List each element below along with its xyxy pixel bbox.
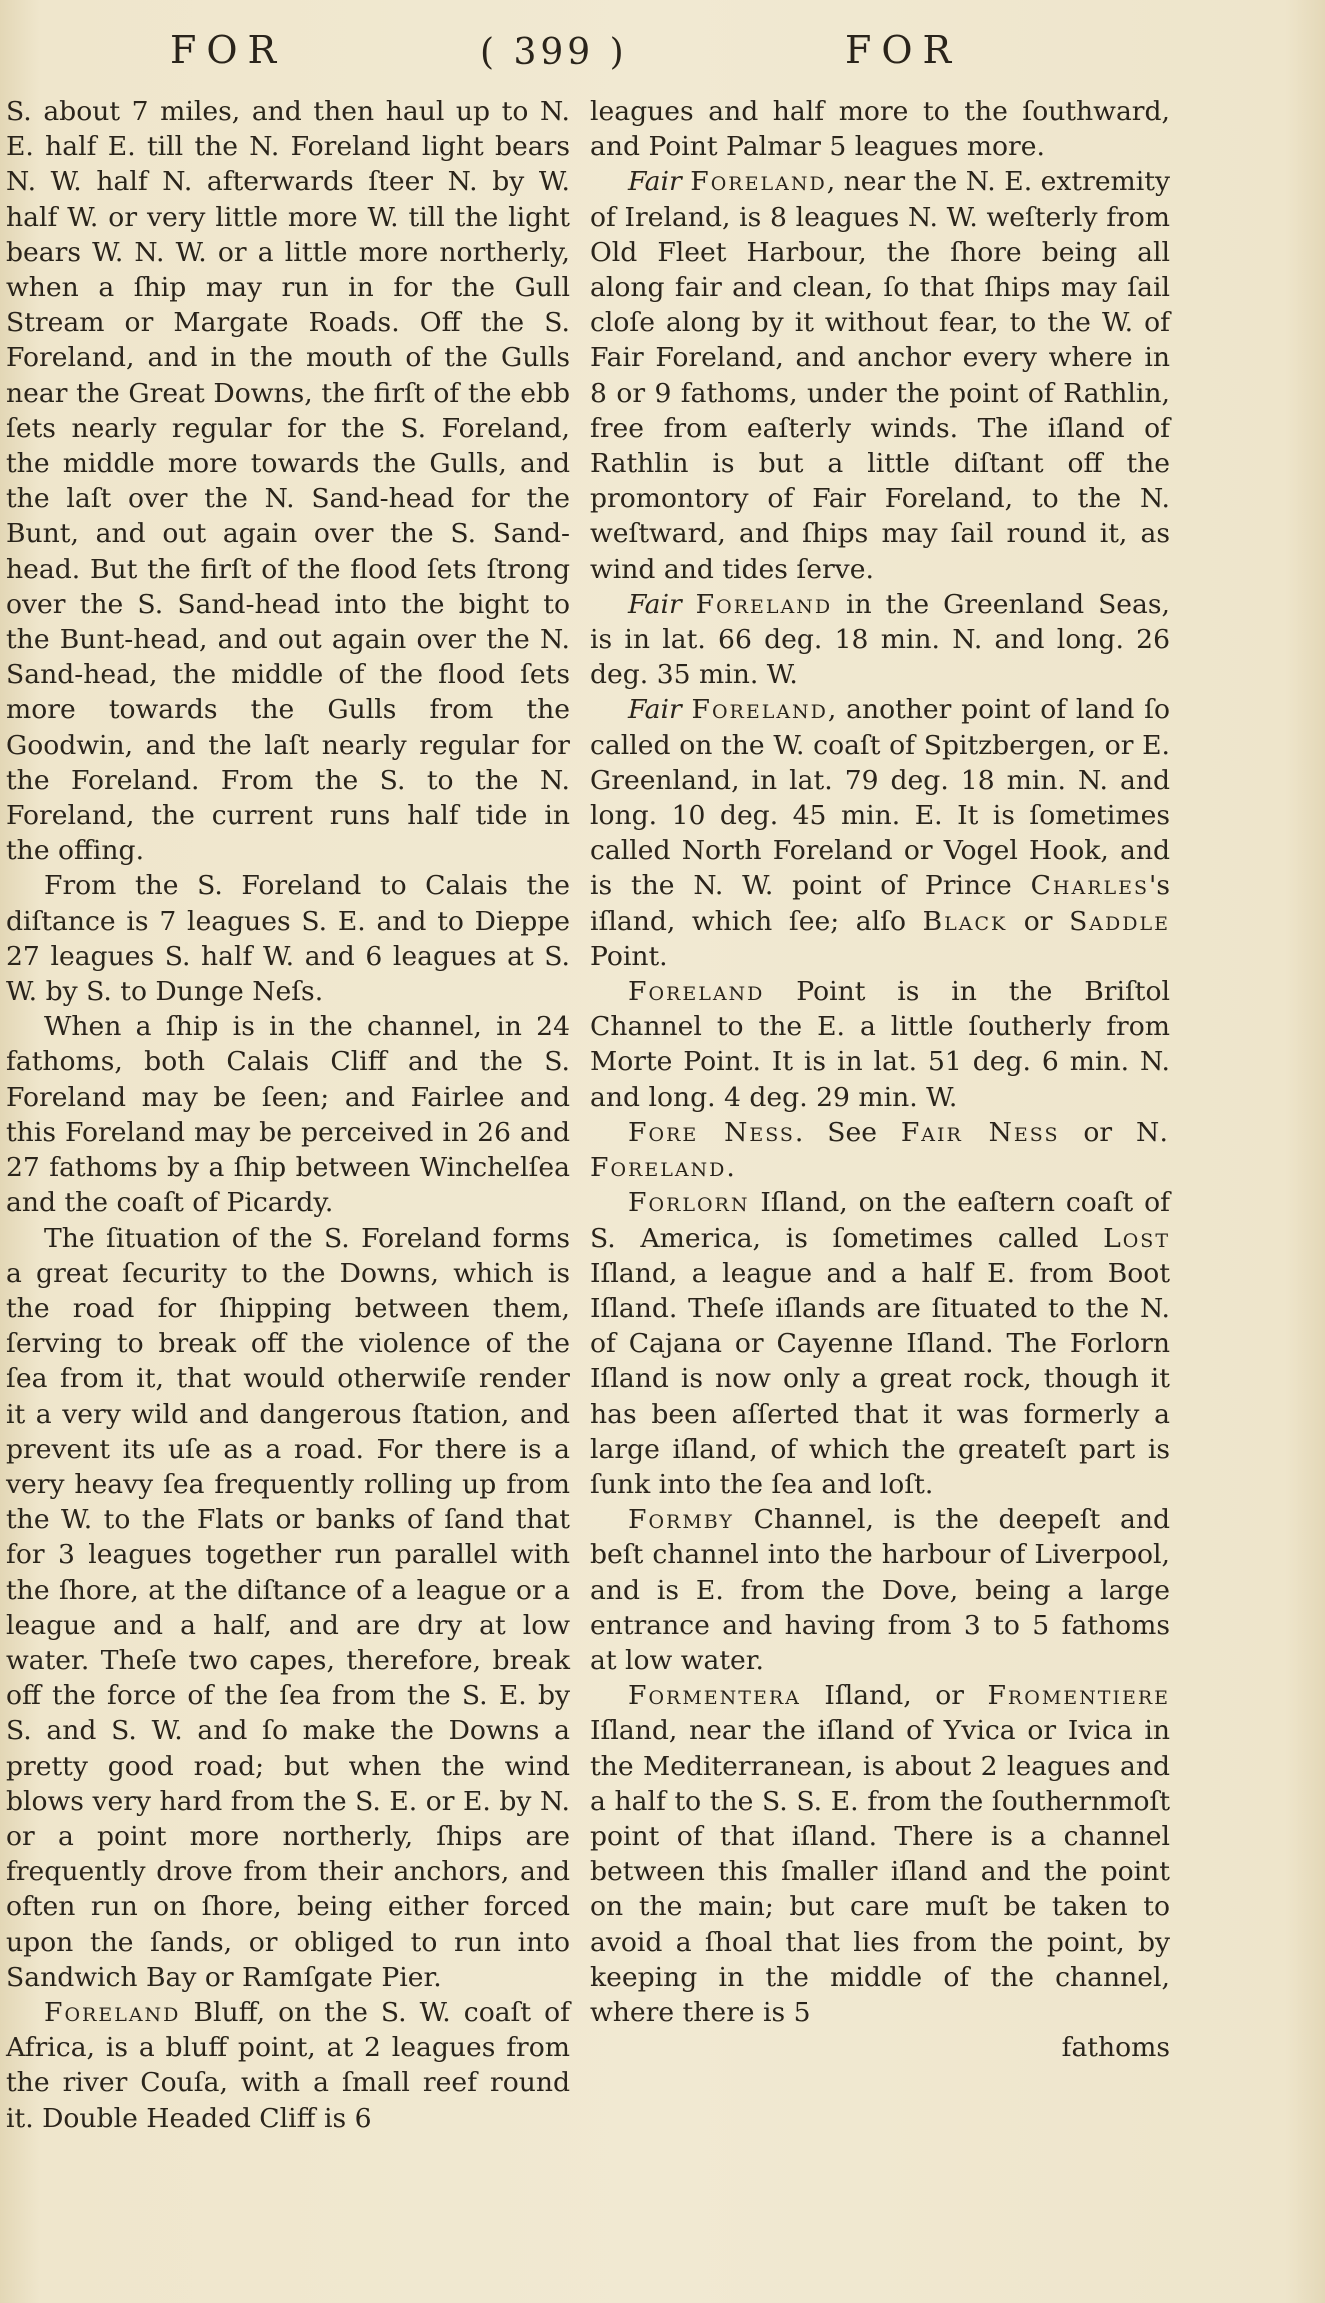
text-run: , another point of land ſo called on the W. coaſt of Spitzbergen, or E. Greenland, in lat. 79 deg. 18 min. N. and long. 10 deg. 45 min. E. It is ſometimes called North Foreland or Vogel Hook, and is the N. W. point of Prince bbox=[590, 694, 1170, 902]
paragraph bbox=[590, 1115, 1170, 1185]
page-number: ( 399 ) bbox=[480, 32, 628, 73]
paragraph bbox=[6, 1009, 570, 1220]
paragraph bbox=[6, 94, 570, 868]
entry-term: Foreland bbox=[628, 976, 765, 1008]
text-run: leagues and half more to the ſouthward, and Point Palmar 5 leagues more. bbox=[590, 96, 1170, 163]
paragraph bbox=[590, 2030, 1170, 2065]
entry-term: Fair bbox=[628, 694, 682, 726]
right-column bbox=[590, 94, 1170, 2065]
text-run: Iſland, a league and a half E. from Boot Iſland. Theſe iſlands are ſituated to the N. of Cajana or Cayenne Iſland. The Forlorn Iſland is now only a great rock, though it has been aſſerted that it was formerly a large iſland, of which the greateſt part is ſunk into the ſea and loſt. bbox=[590, 1257, 1170, 1500]
text-run: . bbox=[726, 1152, 735, 1184]
entry-term: Saddle bbox=[1069, 905, 1170, 937]
paragraph bbox=[590, 587, 1170, 693]
paragraph bbox=[590, 692, 1170, 974]
entry-term: Fore Ness bbox=[628, 1116, 795, 1148]
text-run bbox=[682, 589, 696, 620]
entry-term: Fair Ness bbox=[900, 1116, 1060, 1148]
text-run: S. about 7 miles, and then haul up to N. E. half E. till the N. Foreland light bears N. W. half N. afterwards ſteer N. by W. half W. or very little more W. till the light bears W. N. W. or a little more northerly, when a ſhip may run in for the Gull Stream or Margate Roads. Off the S. Foreland, and in the mouth of the Gulls near the Great Downs, the firſt of the ebb ſets nearly regular for the S. Foreland, the middle more towards the Gulls, and the laſt over the N. Sand-head for the Bunt, and out again over the S. Sand-head. But the firſt of the flood ſets ſtrong over the S. Sand-head into the bight to the Bunt-head, and out again over the N. Sand-head, the middle of the flood ſets more towards the Gulls from the Goodwin, and the laſt nearly regular for the Foreland. From the S. to the N. Foreland, the current runs half tide in the offing. bbox=[6, 96, 570, 867]
entry-term: Fair bbox=[628, 588, 682, 620]
paragraph bbox=[6, 1221, 570, 1995]
entry-term: Formby bbox=[628, 1504, 734, 1536]
paragraph bbox=[590, 974, 1170, 1115]
entry-term: Forlorn bbox=[628, 1187, 750, 1219]
paragraph bbox=[590, 94, 1170, 164]
paragraph bbox=[590, 164, 1170, 586]
text-run: Iſland, near the iſland of Yvica or Ivica in the Mediterranean, is about 2 leagues and a half to the S. S. E. from the ſouthernmoſt point of that iſland. There is a channel between this ſmaller iſland and the point on the main; but care muſt be taken to avoid a ſhoal that lies from the point, by keeping in the middle of the channel, where there is 5 bbox=[590, 1715, 1170, 2028]
text-run: Point. bbox=[590, 940, 668, 972]
paragraph bbox=[590, 1678, 1170, 2030]
entry-term: N. Foreland bbox=[590, 1116, 1171, 1184]
paragraph bbox=[590, 1502, 1170, 1678]
header-right: FOR bbox=[845, 28, 962, 72]
entry-term: Foreland bbox=[695, 588, 833, 620]
text-run: , near the N. E. extremity of Ireland, is 8 leagues N. W. weſterly from Old Fleet Harbour, the ſhore being all along fair and clean, ſo that ſhips may ſail cloſe along by it without fear, to the W. of Fair Foreland, and anchor every where in 8 or 9 fathoms, under the point of Rathlin, free from eaſterly winds. The iſland of Rathlin is but a little diſtant off the promontory of Fair Foreland, to the N. weſtward, and ſhips may ſail round it, as wind and tides ſerve. bbox=[590, 166, 1170, 585]
entry-term: Foreland bbox=[690, 166, 827, 198]
text-run: Iſland, or bbox=[800, 1680, 988, 1712]
paragraph bbox=[590, 1185, 1170, 1502]
left-column bbox=[6, 94, 570, 2136]
entry-term: Lost bbox=[1103, 1222, 1170, 1254]
paragraph bbox=[6, 1995, 570, 2136]
text-run: 's iſland, which ſee; alſo bbox=[590, 870, 1170, 937]
entry-term: Foreland bbox=[691, 694, 828, 726]
text-run: Iſland, on the eaſtern coaſt of S. America, is ſometimes called bbox=[590, 1187, 1170, 1254]
entry-term: Foreland bbox=[44, 1996, 181, 2028]
running-header bbox=[0, 18, 1325, 88]
text-run: in the Greenland Seas, is in lat. 66 deg. 18 min. N. and long. 26 deg. 35 min. W. bbox=[590, 588, 1170, 691]
text-run: The ſituation of the S. Foreland forms a great ſecurity to the Downs, which is the road for ſhipping between them, ſerving to break off the violence of the ſea from it, that would otherwiſe render it a very wild and dangerous ſtation, and prevent its uſe as a road. For there is a very heavy ſea frequently rolling up from the W. to the Flats or banks of ſand that for 3 leagues together run parallel with the ſhore, at the diſtance of a league or a league and a half, and are dry at low water. Theſe two capes, therefore, break off the force of the ſea from the S. E. by S. and S. W. and ſo make the Downs a pretty good road; but when the wind blows very hard from the S. E. or E. by N. or a point more northerly, ſhips are frequently drove from their anchors, and often run on ſhore, being either forced upon the ſands, or obliged to run into Sandwich Bay or Ramſgate Pier. bbox=[6, 1222, 570, 1993]
text-run: When a ſhip is in the channel, in 24 fathoms, both Calais Cliff and the S. Foreland may be ſeen; and Fairlee and this Foreland may be perceived in 26 and 27 fathoms by a ſhip between Winchelſea and the coaſt of Picardy. bbox=[6, 1011, 570, 1219]
text-run: Channel, is the deepeſt and beſt channel into the harbour of Liverpool, and is E. from the Dove, being a large entrance and having from 3 to 5 fathoms at low water. bbox=[590, 1504, 1170, 1676]
entry-term: Black bbox=[922, 905, 1008, 937]
text-run: or bbox=[1059, 1116, 1136, 1148]
text-run: From the S. Foreland to Calais the diſtance is 7 leagues S. E. and to Dieppe 27 leagues S. half W. and 6 leagues at S. W. by S. to Dunge Neſs. bbox=[6, 870, 570, 1008]
entry-term: Fair bbox=[628, 166, 682, 198]
text-run bbox=[682, 166, 691, 197]
header-left: FOR bbox=[170, 28, 287, 72]
entry-term: Fromentiere bbox=[987, 1680, 1170, 1712]
text-run: Point is in the Briſtol Channel to the E. a little ſoutherly from Morte Point. It is in lat. 51 deg. 6 min. N. and long. 4 deg. 29 min. W. bbox=[590, 976, 1170, 1113]
text-run: or bbox=[1007, 905, 1070, 937]
text-run: fathoms bbox=[1061, 2032, 1170, 2064]
entry-term: Charles bbox=[1030, 870, 1150, 902]
text-run bbox=[682, 694, 692, 725]
text-run: . See bbox=[794, 1116, 901, 1148]
entry-term: Formentera bbox=[628, 1680, 801, 1712]
text-run: Bluff, on the S. W. coaſt of Africa, is a bluff point, at 2 leagues from the river Couſa, with a ſmall reef round it. Double Headed Cliff is 6 bbox=[6, 1996, 570, 2134]
paragraph bbox=[6, 868, 570, 1009]
